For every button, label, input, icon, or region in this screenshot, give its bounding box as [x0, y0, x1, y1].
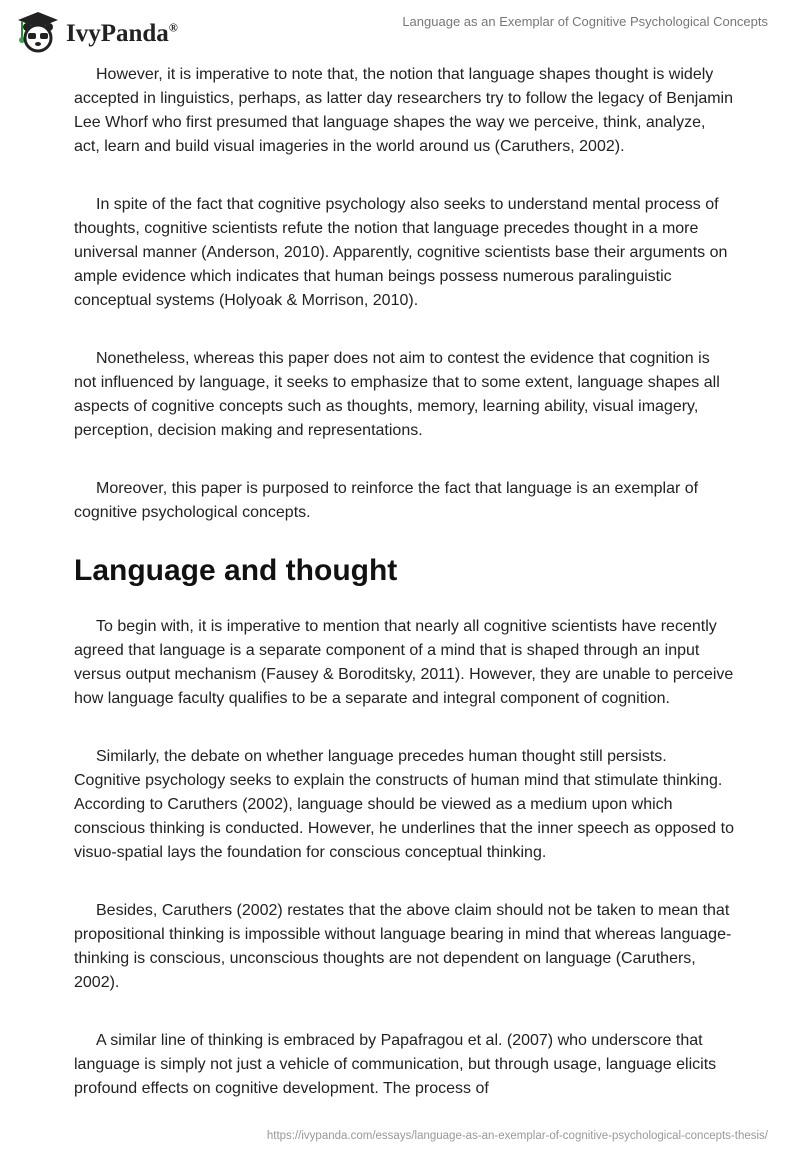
logo-text: IvyPanda®	[66, 20, 178, 47]
paragraph: Moreover, this paper is purposed to reinforce the fact that language is an exemplar of cognitive psychological concepts.	[74, 480, 699, 521]
paragraph: In spite of the fact that cognitive psychology also seeks to understand mental process of thoughts, cognitive scientists refute the notion that language precedes thought in a more universal manner (Anderson, 2010). Apparently, cognitive scientists base their arguments on ample evidence which indicates that human beings possess numerous paralinguistic conceptual systems (Holyoak & Morrison, 2010).	[74, 196, 728, 309]
panda-logo-icon	[14, 8, 60, 54]
paragraph: Similarly, the debate on whether language precedes human thought still persists. Cognitive psychology seeks to explain the constructs of human mind that stimulate thinking. According to Caruthers (2002), language should be viewed as a medium upon which conscious thinking is conducted. However, he underlines that the inner speech as opposed to visuo-spatial lays the foundation for conscious conceptual thinking.	[74, 748, 734, 861]
section-heading: Language and thought	[74, 554, 398, 587]
source-url[interactable]: https://ivypanda.com/essays/language-as-an-exemplar-of-cognitive-psychological-concepts-thesis/	[266, 1130, 768, 1142]
paragraph: Nonetheless, whereas this paper does not aim to contest the evidence that cognition is not influenced by language, it seeks to emphasize that to some extent, language shapes all aspects of cognitive concepts such as thoughts, memory, learning ability, visual imagery, perception, decision making and representations.	[74, 350, 720, 439]
logo[interactable]	[14, 8, 178, 54]
paragraph: To begin with, it is imperative to mention that nearly all cognitive scientists have recently agreed that language is a separate component of a mind that is shaped through an input versus output mechanism (Fausey & Boroditsky, 2011). However, they are unable to perceive how language faculty qualifies to be a separate and integral component of cognition.	[74, 618, 734, 707]
essay-content	[74, 63, 734, 1135]
document-title: Language as an Exemplar of Cognitive Psychological Concepts	[402, 14, 768, 29]
paragraph: Besides, Caruthers (2002) restates that the above claim should not be taken to mean that propositional thinking is impossible without language bearing in mind that whereas language-thinking is conscious, unconscious thoughts are not dependent on language (Caruthers, 2002).	[74, 902, 732, 991]
paragraph: However, it is imperative to note that, the notion that language shapes thought is widely accepted in linguistics, perhaps, as latter day researchers try to follow the legacy of Benjamin Lee Whorf who first presumed that language shapes the way we perceive, think, analyze, act, learn and build visual imageries in the world around us (Caruthers, 2002).	[74, 66, 733, 155]
paragraph: A similar line of thinking is embraced by Papafragou et al. (2007) who underscore that language is simply not just a vehicle of communication, but through usage, language elicits profound effects on cognitive development. The process of	[74, 1032, 717, 1097]
